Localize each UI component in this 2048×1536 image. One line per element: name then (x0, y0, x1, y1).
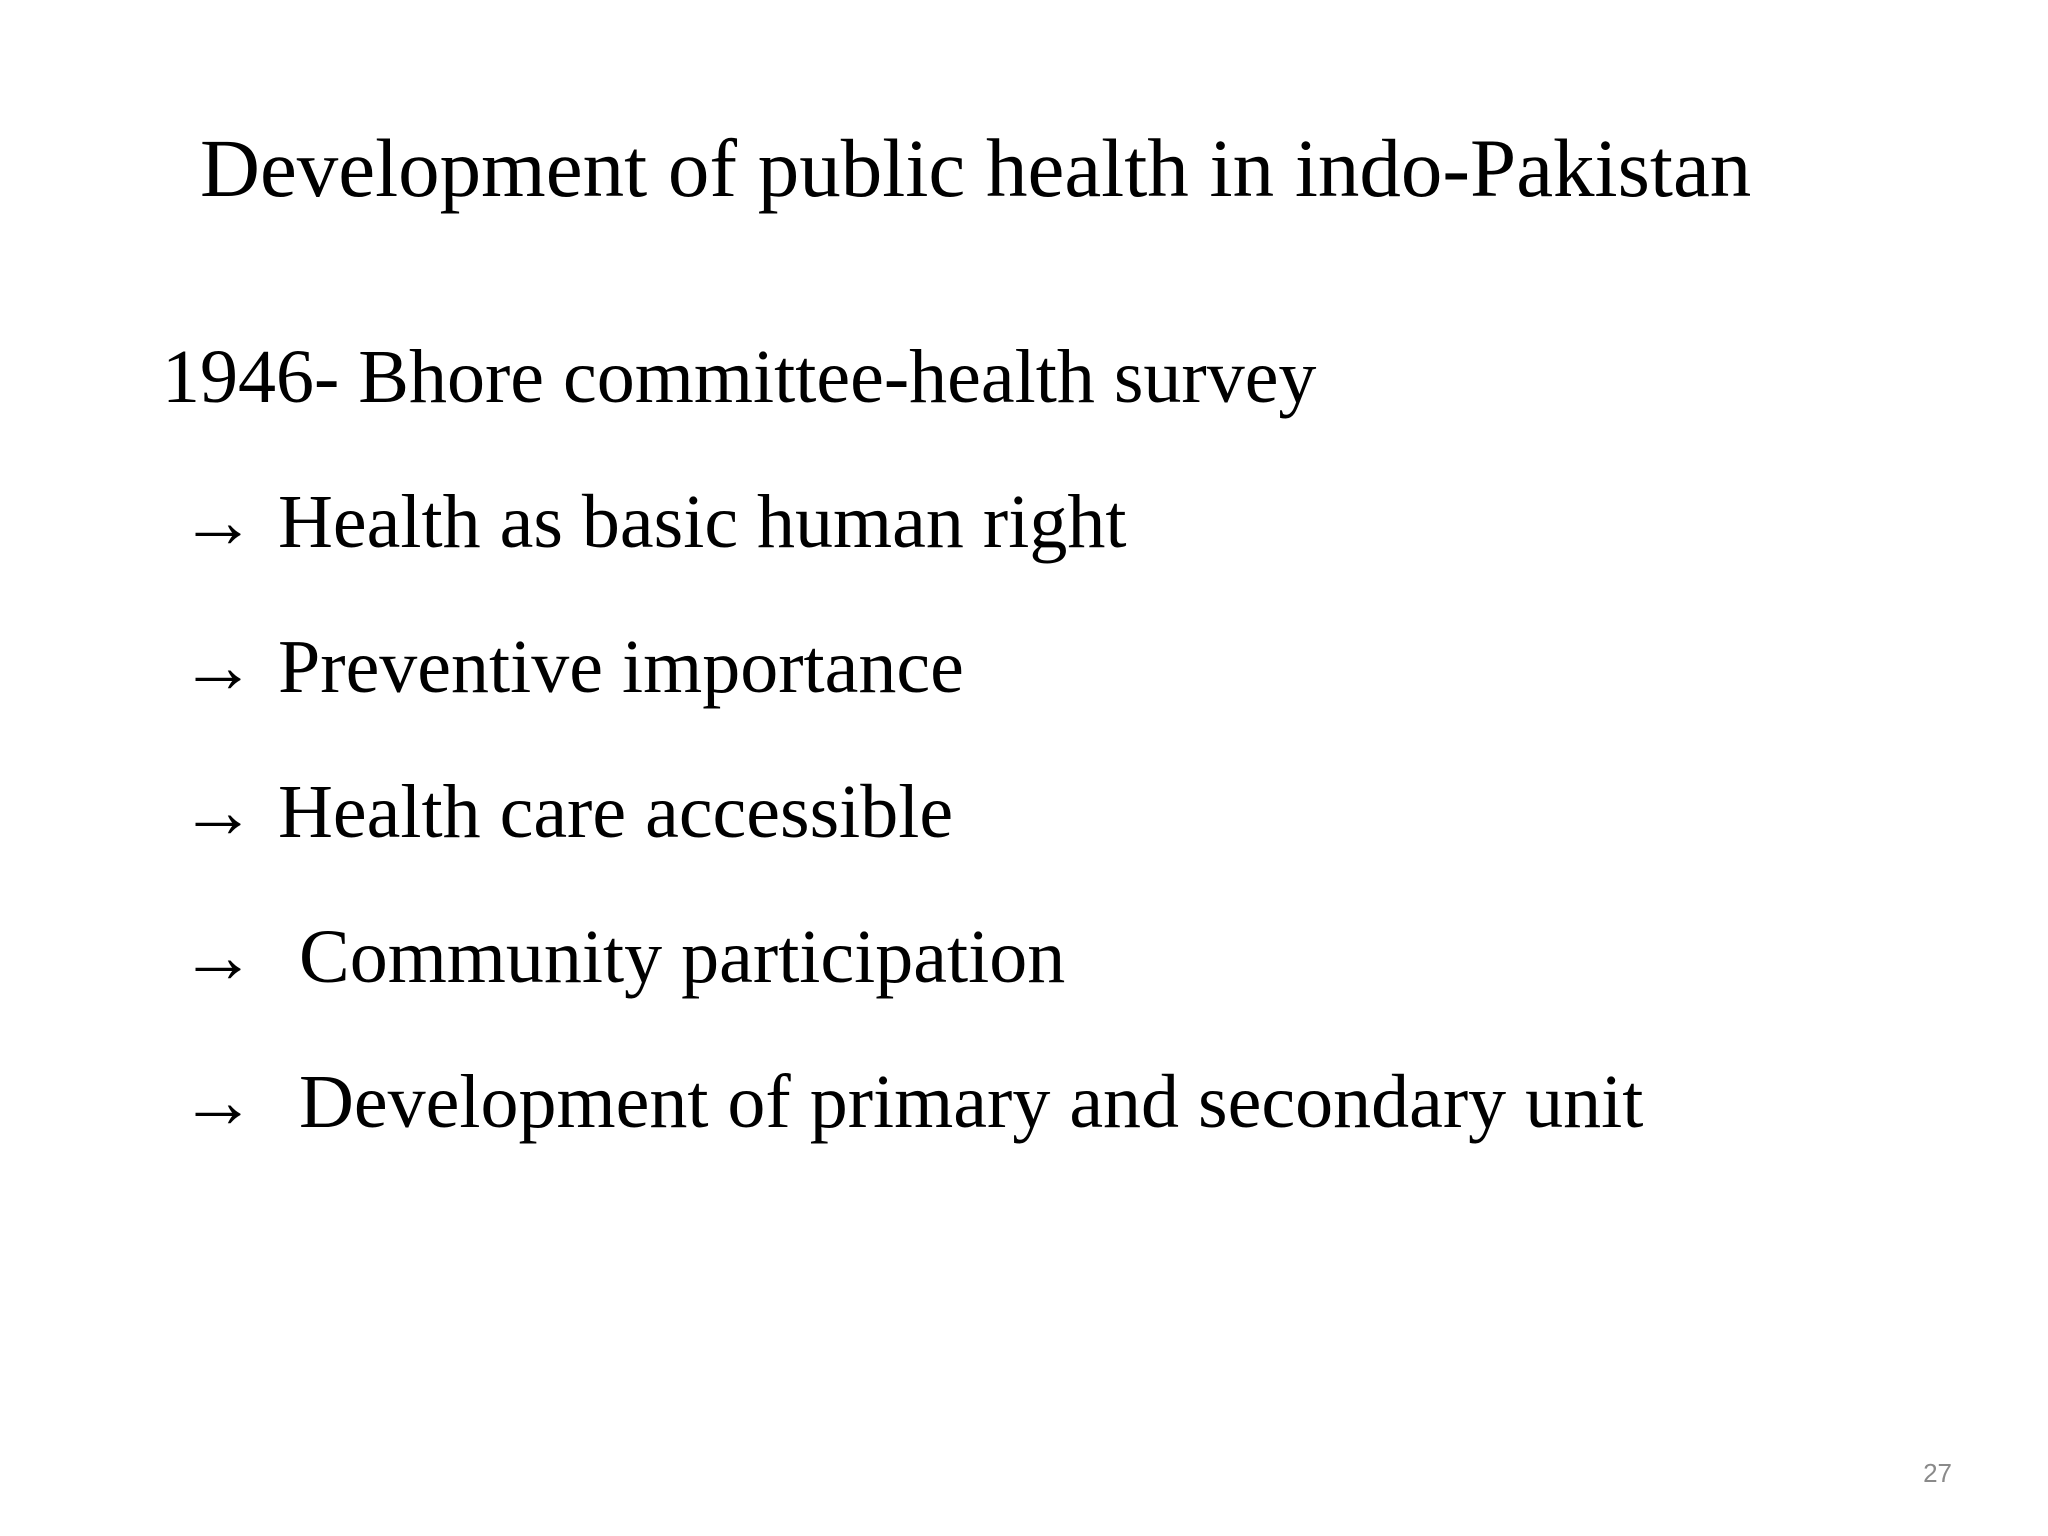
arrow-right-icon: → (180, 480, 256, 564)
bullet-item-accessible (162, 767, 953, 857)
bullet-text: Health care accessible (278, 770, 954, 854)
bullet-item-human-right (162, 477, 1126, 567)
arrow-right-icon: → (180, 915, 256, 999)
arrow-right-icon: → (180, 625, 256, 709)
bullet-item-primary-secondary (162, 1057, 1643, 1147)
bullet-text: Community participation (299, 915, 1066, 999)
arrow-right-icon: → (180, 1060, 256, 1144)
arrow-right-icon: → (180, 770, 256, 854)
bullet-text: Health as basic human right (278, 480, 1127, 564)
bullet-text: Preventive importance (278, 625, 964, 709)
bullet-item-community (162, 912, 1065, 1002)
slide-number: 27 (1923, 1458, 1952, 1488)
slide-title: Development of public health in indo-Pakistan (200, 122, 1752, 214)
bullet-text: Development of primary and secondary unit (299, 1060, 1644, 1144)
bullet-item-preventive (162, 622, 964, 712)
survey-heading: 1946- Bhore committee-health survey (162, 335, 1317, 419)
